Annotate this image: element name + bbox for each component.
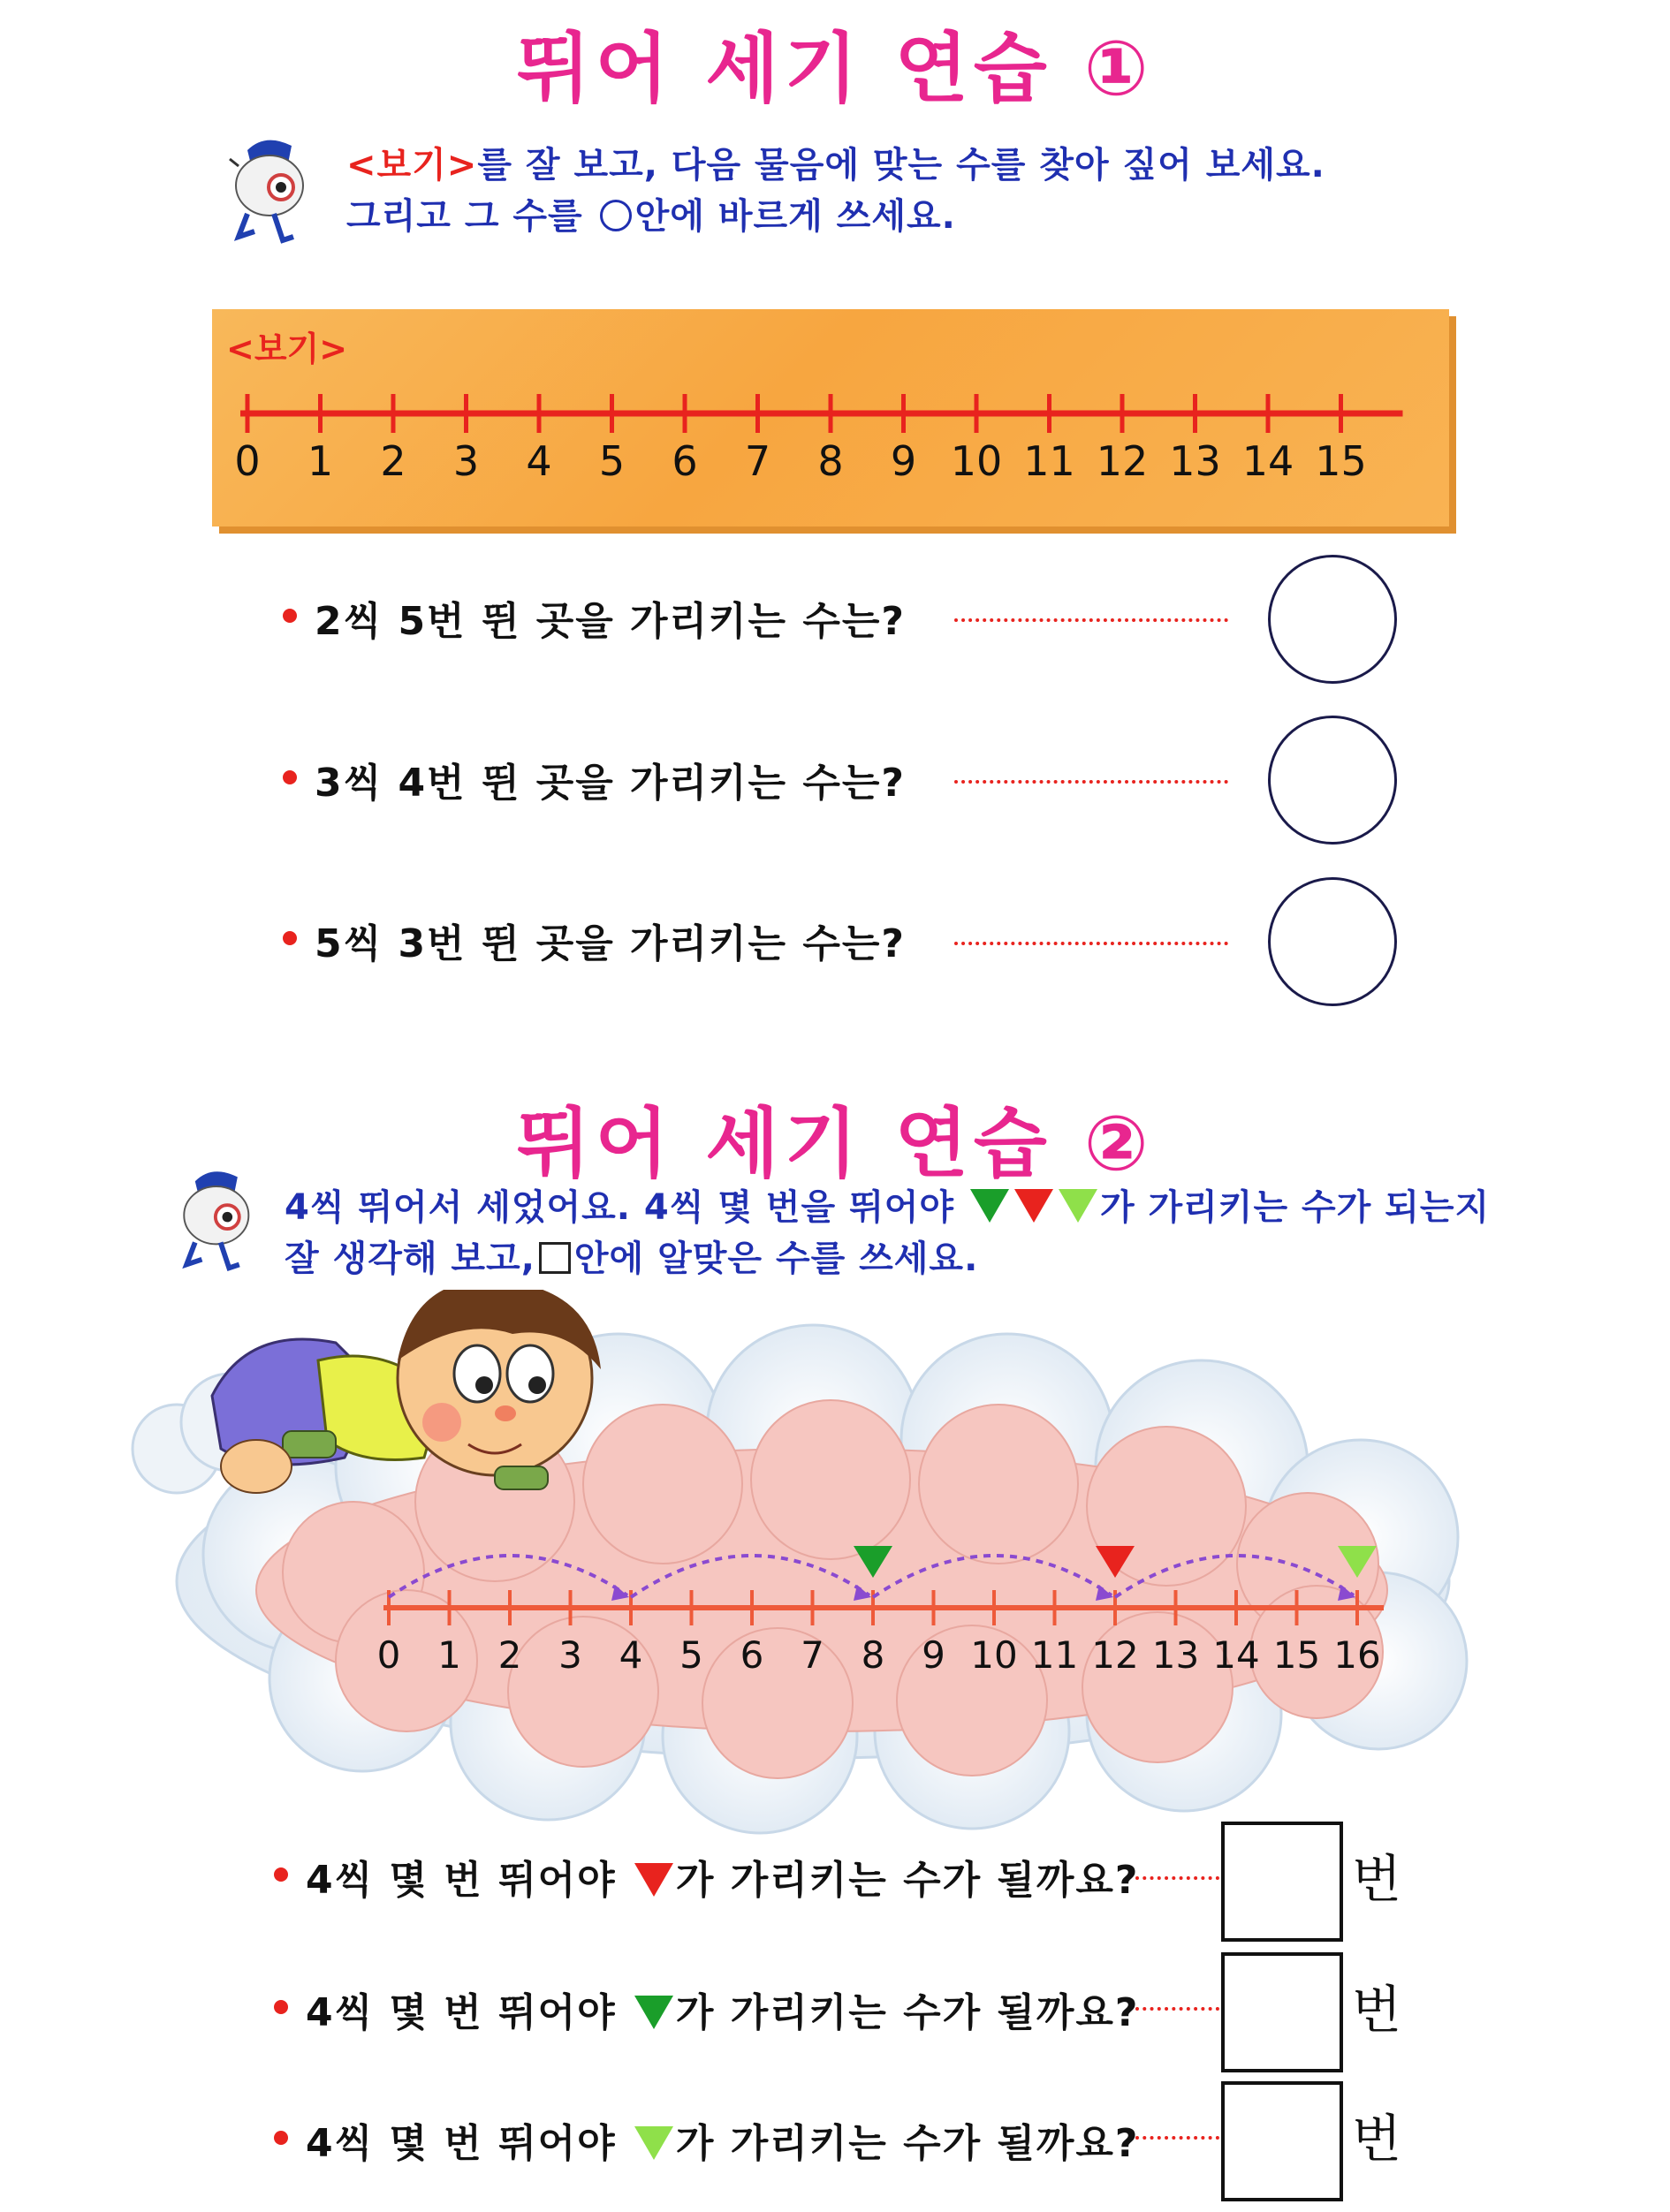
tick-label: 9 xyxy=(890,437,917,485)
question-text: 4씩 몇 번 뛰어야 가 가리키는 수가 될까요? xyxy=(306,1990,1140,2035)
instruction-line-1: <보기>를 잘 보고, 다음 물음에 맞는 수를 찾아 짚어 보세요. xyxy=(346,145,1325,186)
tick-label: 0 xyxy=(234,437,261,485)
tick-label: 6 xyxy=(672,437,698,485)
section1-title: 뛰어 세기 연습 ① xyxy=(516,25,1154,113)
example-ref: <보기> xyxy=(346,145,478,186)
unit-label: 번 xyxy=(1352,2109,1402,2169)
bullet-icon xyxy=(274,2000,288,2014)
bullet-icon xyxy=(283,931,297,945)
bullet-icon xyxy=(283,770,297,784)
dotted-leader xyxy=(1135,2007,1219,2011)
tick-label: 15 xyxy=(1315,437,1367,485)
dotted-leader xyxy=(1135,2136,1219,2140)
dotted-leader xyxy=(1135,1876,1219,1880)
red-triangle-icon xyxy=(634,1863,673,1897)
tick-label: 13 xyxy=(1169,437,1221,485)
mascot-icon xyxy=(168,1164,256,1275)
unit-label: 번 xyxy=(1352,1849,1402,1909)
answer-box[interactable] xyxy=(1221,1952,1343,2072)
question-text: 4씩 몇 번 뛰어야 가 가리키는 수가 될까요? xyxy=(306,1858,1140,1903)
light-green-triangle-icon xyxy=(1059,1189,1097,1223)
tick-label: 3 xyxy=(452,437,480,485)
tick-label: 2 xyxy=(497,1633,522,1677)
instruction-line-1: 4씩 뛰어서 세었어요. 4씩 몇 번을 뛰어야 가 가리키는 수가 되는지 xyxy=(285,1187,1491,1228)
tick-label: 5 xyxy=(598,437,626,485)
tick-label: 11 xyxy=(1030,1633,1079,1677)
green-triangle-icon xyxy=(634,1996,673,2029)
tick-label: 13 xyxy=(1151,1633,1200,1677)
tick-label: 3 xyxy=(558,1633,582,1677)
answer-box[interactable] xyxy=(1221,1822,1343,1942)
question-text: 4씩 몇 번 뛰어야 가 가리키는 수가 될까요? xyxy=(306,2121,1140,2166)
answer-box[interactable] xyxy=(1221,2081,1343,2201)
bullet-icon xyxy=(274,2131,288,2145)
section2-title: 뛰어 세기 연습 ② xyxy=(516,1100,1154,1188)
example-panel xyxy=(212,309,1449,526)
answer-circle[interactable] xyxy=(1268,555,1397,684)
tick-label: 12 xyxy=(1091,1633,1139,1677)
bullet-icon xyxy=(283,609,297,623)
tick-label: 12 xyxy=(1096,437,1149,485)
question-text: 2씩 5번 뛴 곳을 가리키는 수는? xyxy=(315,599,906,644)
tick-label: 8 xyxy=(861,1633,885,1677)
tick-label: 4 xyxy=(619,1633,643,1677)
tick-label: 15 xyxy=(1272,1633,1321,1677)
tick-label: 7 xyxy=(744,437,771,485)
tick-label: 1 xyxy=(437,1633,461,1677)
instruction-line-2: 잘 생각해 보고, 안에 알맞은 수를 쓰세요. xyxy=(285,1239,979,1279)
tick-label: 5 xyxy=(679,1633,703,1677)
tick-label: 9 xyxy=(922,1633,945,1677)
green-triangle-icon xyxy=(970,1189,1009,1223)
tick-label: 8 xyxy=(817,437,844,485)
light-green-triangle-icon xyxy=(634,2126,673,2160)
red-triangle-icon xyxy=(1014,1189,1053,1223)
tick-label: 2 xyxy=(380,437,406,485)
tick-label: 6 xyxy=(740,1633,764,1677)
tick-label: 11 xyxy=(1023,437,1075,485)
unit-label: 번 xyxy=(1352,1980,1402,2040)
tick-label: 14 xyxy=(1212,1633,1260,1677)
tick-label: 16 xyxy=(1333,1633,1381,1677)
tick-label: 7 xyxy=(801,1633,824,1677)
tick-label: 1 xyxy=(307,437,334,485)
number-line-example xyxy=(212,309,1449,526)
cloud-illustration xyxy=(124,1290,1537,1837)
circle-symbol-icon xyxy=(600,200,632,231)
tick-label: 10 xyxy=(950,437,1003,485)
example-label: <보기> xyxy=(226,330,348,368)
square-symbol-icon xyxy=(539,1242,571,1274)
dotted-leader xyxy=(954,780,1228,784)
mascot-icon xyxy=(221,133,309,247)
question-text: 3씩 4번 뛴 곳을 가리키는 수는? xyxy=(315,761,906,806)
instructions-1 xyxy=(346,140,1325,242)
tick-label: 10 xyxy=(970,1633,1018,1677)
dotted-leader xyxy=(954,942,1228,945)
dotted-leader xyxy=(954,618,1228,622)
answer-circle[interactable] xyxy=(1268,716,1397,845)
instructions-2 xyxy=(285,1182,1490,1284)
tick-label: 0 xyxy=(376,1633,401,1677)
tick-label: 14 xyxy=(1241,437,1294,485)
tick-label: 4 xyxy=(526,437,552,485)
bullet-icon xyxy=(274,1867,288,1882)
question-text: 5씩 3번 뛴 곳을 가리키는 수는? xyxy=(315,921,906,966)
instruction-line-2: 그리고 그 수를 안에 바르게 쓰세요. xyxy=(346,196,956,237)
answer-circle[interactable] xyxy=(1268,877,1397,1006)
